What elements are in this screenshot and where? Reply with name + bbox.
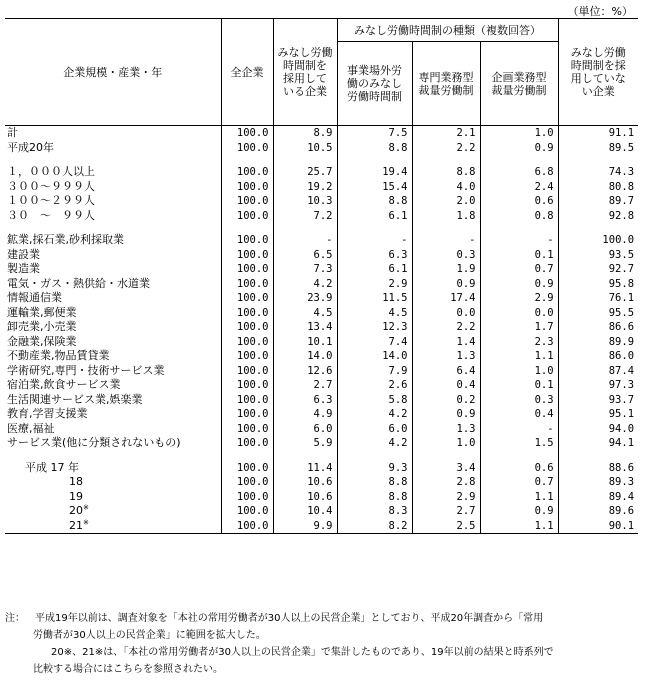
value-cell: 100.0 bbox=[221, 320, 273, 335]
note-line-3: 20※、21※は、「本社の常用労働者が30人以上の民営企業」で集計したものであり、19年以前の結果と時系列で bbox=[51, 647, 554, 658]
row-label: 計 bbox=[7, 126, 18, 139]
value-cell: 100.0 bbox=[221, 291, 273, 306]
value-cell: 93.5 bbox=[558, 248, 638, 263]
value-cell: 2.5 bbox=[412, 519, 480, 534]
value-cell: 12.6 bbox=[273, 364, 337, 379]
table-row bbox=[5, 194, 638, 209]
table-row bbox=[5, 364, 638, 379]
value-cell: 10.6 bbox=[273, 475, 337, 490]
row-label: 教育,学習支援業 bbox=[7, 407, 88, 420]
value-cell: 100.0 bbox=[221, 306, 273, 321]
value-cell: 100.0 bbox=[221, 165, 273, 180]
row-label: １，０００人以上 bbox=[7, 165, 95, 178]
value-cell: 6.1 bbox=[337, 209, 412, 224]
value-cell: 9.9 bbox=[273, 519, 337, 534]
value-cell: 0.9 bbox=[480, 141, 558, 156]
header-type-offsite: 事業場外労 働のみなし 労働時間制 bbox=[337, 42, 412, 126]
value-cell: 1.9 bbox=[412, 262, 480, 277]
value-cell: 89.6 bbox=[558, 504, 638, 519]
value-cell: 0.4 bbox=[480, 407, 558, 422]
value-cell: 10.6 bbox=[273, 490, 337, 505]
header-type-professional: 専門業務型 裁量労働制 bbox=[412, 42, 480, 126]
value-cell: 8.9 bbox=[273, 126, 337, 141]
value-cell: 5.8 bbox=[337, 393, 412, 408]
table-row bbox=[5, 436, 638, 451]
value-cell: 100.0 bbox=[221, 422, 273, 437]
value-cell: 2.8 bbox=[412, 475, 480, 490]
table-row bbox=[5, 291, 638, 306]
value-cell: 4.5 bbox=[337, 306, 412, 321]
table-row bbox=[5, 504, 638, 519]
value-cell: 6.8 bbox=[480, 165, 558, 180]
value-cell: 0.0 bbox=[412, 306, 480, 321]
value-cell: 25.7 bbox=[273, 165, 337, 180]
value-cell: 2.9 bbox=[412, 490, 480, 505]
value-cell: 100.0 bbox=[221, 277, 273, 292]
value-cell: 5.9 bbox=[273, 436, 337, 451]
value-cell: 0.1 bbox=[480, 378, 558, 393]
table-body bbox=[5, 126, 638, 534]
value-cell: 0.6 bbox=[480, 194, 558, 209]
value-cell: 2.4 bbox=[480, 180, 558, 195]
header-non-adopting: みなし労働 時間制を採 用していな い企業 bbox=[558, 19, 638, 126]
value-cell: 2.0 bbox=[412, 194, 480, 209]
row-label: 鉱業,採石業,砂利採取業 bbox=[7, 233, 124, 246]
value-cell: 0.4 bbox=[412, 378, 480, 393]
value-cell: 10.5 bbox=[273, 141, 337, 156]
value-cell: 2.9 bbox=[337, 277, 412, 292]
value-cell: 8.8 bbox=[412, 165, 480, 180]
value-cell: 1.1 bbox=[480, 349, 558, 364]
row-label: 卸売業,小売業 bbox=[7, 320, 77, 333]
value-cell: 0.9 bbox=[480, 277, 558, 292]
table-row bbox=[5, 141, 638, 156]
value-cell: 8.8 bbox=[337, 141, 412, 156]
value-cell: 6.4 bbox=[412, 364, 480, 379]
value-cell: 92.8 bbox=[558, 209, 638, 224]
value-cell: 94.1 bbox=[558, 436, 638, 451]
value-cell: 80.8 bbox=[558, 180, 638, 195]
value-cell: - bbox=[480, 233, 558, 248]
value-cell: 4.2 bbox=[337, 407, 412, 422]
table-row bbox=[5, 393, 638, 408]
value-cell: 12.3 bbox=[337, 320, 412, 335]
value-cell: 92.7 bbox=[558, 262, 638, 277]
table-row bbox=[5, 349, 638, 364]
value-cell: 2.9 bbox=[480, 291, 558, 306]
value-cell: 0.7 bbox=[480, 475, 558, 490]
value-cell: 6.3 bbox=[337, 248, 412, 263]
row-label: 学術研究,専門・技術サービス業 bbox=[7, 363, 165, 377]
value-cell: 7.2 bbox=[273, 209, 337, 224]
value-cell: 8.8 bbox=[337, 490, 412, 505]
header-all-companies: 全企業 bbox=[221, 19, 273, 126]
table-row bbox=[5, 422, 638, 437]
value-cell: 7.3 bbox=[273, 262, 337, 277]
value-cell: 1.3 bbox=[412, 349, 480, 364]
value-cell: 76.1 bbox=[558, 291, 638, 306]
value-cell: 89.7 bbox=[558, 194, 638, 209]
row-label: 製造業 bbox=[7, 262, 40, 275]
value-cell: 7.4 bbox=[337, 335, 412, 350]
row-label: 宿泊業,飲食サービス業 bbox=[7, 378, 121, 391]
value-cell: 0.8 bbox=[480, 209, 558, 224]
value-cell: 100.0 bbox=[221, 436, 273, 451]
value-cell: 100.0 bbox=[221, 335, 273, 350]
value-cell: 0.2 bbox=[412, 393, 480, 408]
value-cell: 9.3 bbox=[337, 461, 412, 476]
value-cell: 6.5 bbox=[273, 248, 337, 263]
value-cell: 2.6 bbox=[337, 378, 412, 393]
table-row bbox=[5, 126, 638, 141]
value-cell: - bbox=[337, 233, 412, 248]
row-label: 平成20年 bbox=[7, 140, 54, 154]
table-row bbox=[5, 277, 638, 292]
table-row bbox=[5, 378, 638, 393]
unit-label: （単位：%） bbox=[567, 5, 633, 18]
value-cell: 7.5 bbox=[337, 126, 412, 141]
value-cell: 95.5 bbox=[558, 306, 638, 321]
value-cell: 0.1 bbox=[480, 248, 558, 263]
table-row bbox=[5, 335, 638, 350]
table-row bbox=[5, 519, 638, 534]
value-cell: 4.2 bbox=[337, 436, 412, 451]
value-cell: 1.0 bbox=[480, 364, 558, 379]
table-row bbox=[5, 407, 638, 422]
value-cell: 100.0 bbox=[221, 475, 273, 490]
data-table bbox=[5, 18, 638, 534]
row-label: 平成 17 年 bbox=[25, 460, 79, 474]
value-cell: 100.0 bbox=[221, 209, 273, 224]
row-label: 医療,福祉 bbox=[7, 421, 55, 435]
value-cell: 17.4 bbox=[412, 291, 480, 306]
row-label: 金融業,保険業 bbox=[7, 334, 77, 348]
value-cell: 14.0 bbox=[273, 349, 337, 364]
value-cell: 2.1 bbox=[412, 126, 480, 141]
value-cell: 100.0 bbox=[221, 364, 273, 379]
value-cell: 4.9 bbox=[273, 407, 337, 422]
value-cell: 100.0 bbox=[221, 490, 273, 505]
value-cell: 2.2 bbox=[412, 141, 480, 156]
table-row bbox=[5, 209, 638, 224]
row-label: 電気・ガス・熱供給・水道業 bbox=[7, 276, 150, 290]
value-cell: 23.9 bbox=[273, 291, 337, 306]
value-cell: - bbox=[412, 233, 480, 248]
value-cell: 89.5 bbox=[558, 141, 638, 156]
value-cell: 95.8 bbox=[558, 277, 638, 292]
value-cell: 2.2 bbox=[412, 320, 480, 335]
value-cell: - bbox=[273, 233, 337, 248]
header-types-title: みなし労働時間制の種類（複数回答） bbox=[337, 19, 558, 42]
value-cell: 94.0 bbox=[558, 422, 638, 437]
value-cell: 87.4 bbox=[558, 364, 638, 379]
value-cell: 100.0 bbox=[221, 378, 273, 393]
table-row bbox=[5, 475, 638, 490]
value-cell: 100.0 bbox=[221, 248, 273, 263]
value-cell: 15.4 bbox=[337, 180, 412, 195]
value-cell: 100.0 bbox=[221, 126, 273, 141]
value-cell: 91.1 bbox=[558, 126, 638, 141]
row-label: 建設業 bbox=[7, 247, 40, 261]
header-adopting: みなし労働 時間制を 採用して いる企業 bbox=[273, 19, 337, 126]
row-label: １００～２９９人 bbox=[7, 194, 95, 207]
table-row bbox=[5, 306, 638, 321]
value-cell: 4.2 bbox=[273, 277, 337, 292]
value-cell: 100.0 bbox=[221, 180, 273, 195]
table-row bbox=[5, 490, 638, 505]
value-cell: 4.0 bbox=[412, 180, 480, 195]
row-label: 不動産業,物品賃貸業 bbox=[7, 349, 110, 362]
value-cell: 1.8 bbox=[412, 209, 480, 224]
header-category: 企業規模・産業・年 bbox=[5, 19, 221, 126]
value-cell: 2.7 bbox=[273, 378, 337, 393]
value-cell: 11.4 bbox=[273, 461, 337, 476]
value-cell: 1.7 bbox=[480, 320, 558, 335]
value-cell: 100.0 bbox=[221, 504, 273, 519]
value-cell: 0.0 bbox=[480, 306, 558, 321]
value-cell: 8.2 bbox=[337, 519, 412, 534]
row-label: 生活関連サービス業,娯楽業 bbox=[7, 392, 143, 406]
value-cell: 100.0 bbox=[221, 393, 273, 408]
value-cell: 90.1 bbox=[558, 519, 638, 534]
row-label: 18 bbox=[69, 475, 83, 488]
value-cell: 100.0 bbox=[221, 461, 273, 476]
value-cell: 0.3 bbox=[480, 393, 558, 408]
value-cell: 0.7 bbox=[480, 262, 558, 277]
value-cell: 1.5 bbox=[480, 436, 558, 451]
value-cell: 88.6 bbox=[558, 461, 638, 476]
value-cell: 0.9 bbox=[480, 504, 558, 519]
value-cell: 1.4 bbox=[412, 335, 480, 350]
row-label: 運輸業,郵便業 bbox=[7, 305, 77, 319]
note-line-4: 比較する場合にはこちらを参照されたい。 bbox=[33, 664, 223, 675]
value-cell: 100.0 bbox=[221, 407, 273, 422]
value-cell: 4.5 bbox=[273, 306, 337, 321]
value-cell: 100.0 bbox=[221, 262, 273, 277]
value-cell: 6.1 bbox=[337, 262, 412, 277]
value-cell: 1.1 bbox=[480, 519, 558, 534]
notes bbox=[5, 610, 641, 678]
row-label: 20※ bbox=[69, 503, 89, 517]
value-cell: 8.8 bbox=[337, 475, 412, 490]
value-cell: 8.3 bbox=[337, 504, 412, 519]
value-cell: 10.3 bbox=[273, 194, 337, 209]
value-cell: 10.4 bbox=[273, 504, 337, 519]
value-cell: 1.3 bbox=[412, 422, 480, 437]
row-label: 情報通信業 bbox=[7, 291, 62, 304]
value-cell: 2.3 bbox=[480, 335, 558, 350]
value-cell: 13.4 bbox=[273, 320, 337, 335]
table-row bbox=[5, 180, 638, 195]
value-cell: 86.6 bbox=[558, 320, 638, 335]
value-cell: 6.0 bbox=[337, 422, 412, 437]
value-cell: 1.0 bbox=[480, 126, 558, 141]
value-cell: 0.9 bbox=[412, 277, 480, 292]
value-cell: 0.3 bbox=[412, 248, 480, 263]
value-cell: 100.0 bbox=[221, 233, 273, 248]
value-cell: 19.4 bbox=[337, 165, 412, 180]
row-label: 21※ bbox=[5, 519, 221, 534]
value-cell: 100.0 bbox=[221, 141, 273, 156]
value-cell: - bbox=[480, 422, 558, 437]
value-cell: 14.0 bbox=[337, 349, 412, 364]
table-row bbox=[5, 233, 638, 248]
note-line-2: 労働者が30人以上の民営企業」に範囲を拡大した。 bbox=[33, 630, 266, 641]
table-row bbox=[5, 320, 638, 335]
table-row bbox=[5, 262, 638, 277]
value-cell: 19.2 bbox=[273, 180, 337, 195]
value-cell: 11.5 bbox=[337, 291, 412, 306]
value-cell: 100.0 bbox=[558, 233, 638, 248]
row-label: サービス業(他に分類されないもの) bbox=[7, 436, 181, 449]
table-row bbox=[5, 165, 638, 180]
row-label: ３０ ～ ９９人 bbox=[7, 208, 95, 222]
value-cell: 0.9 bbox=[412, 407, 480, 422]
value-cell: 100.0 bbox=[221, 194, 273, 209]
value-cell: 93.7 bbox=[558, 393, 638, 408]
notes-prefix: 注： bbox=[5, 613, 25, 624]
value-cell: 6.3 bbox=[273, 393, 337, 408]
value-cell: 89.4 bbox=[558, 490, 638, 505]
row-label: ３００～９９９人 bbox=[7, 179, 95, 193]
value-cell: 1.0 bbox=[412, 436, 480, 451]
value-cell: 97.3 bbox=[558, 378, 638, 393]
value-cell: 95.1 bbox=[558, 407, 638, 422]
value-cell: 2.7 bbox=[412, 504, 480, 519]
value-cell: 6.0 bbox=[273, 422, 337, 437]
value-cell: 0.6 bbox=[480, 461, 558, 476]
value-cell: 10.1 bbox=[273, 335, 337, 350]
value-cell: 100.0 bbox=[221, 349, 273, 364]
value-cell: 1.1 bbox=[480, 490, 558, 505]
value-cell: 100.0 bbox=[221, 519, 273, 534]
value-cell: 7.9 bbox=[337, 364, 412, 379]
note-line-1: 平成19年以前は、調査対象を「本社の常用労働者が30人以上の民営企業」としており、平成20年調査から「常用 bbox=[35, 613, 544, 624]
value-cell: 3.4 bbox=[412, 461, 480, 476]
value-cell: 8.8 bbox=[337, 194, 412, 209]
table-row bbox=[5, 461, 638, 476]
table-row bbox=[5, 248, 638, 263]
value-cell: 86.0 bbox=[558, 349, 638, 364]
value-cell: 89.3 bbox=[558, 475, 638, 490]
value-cell: 74.3 bbox=[558, 165, 638, 180]
header-type-planning: 企画業務型 裁量労働制 bbox=[480, 42, 558, 126]
row-label: 19 bbox=[69, 489, 83, 503]
value-cell: 89.9 bbox=[558, 335, 638, 350]
